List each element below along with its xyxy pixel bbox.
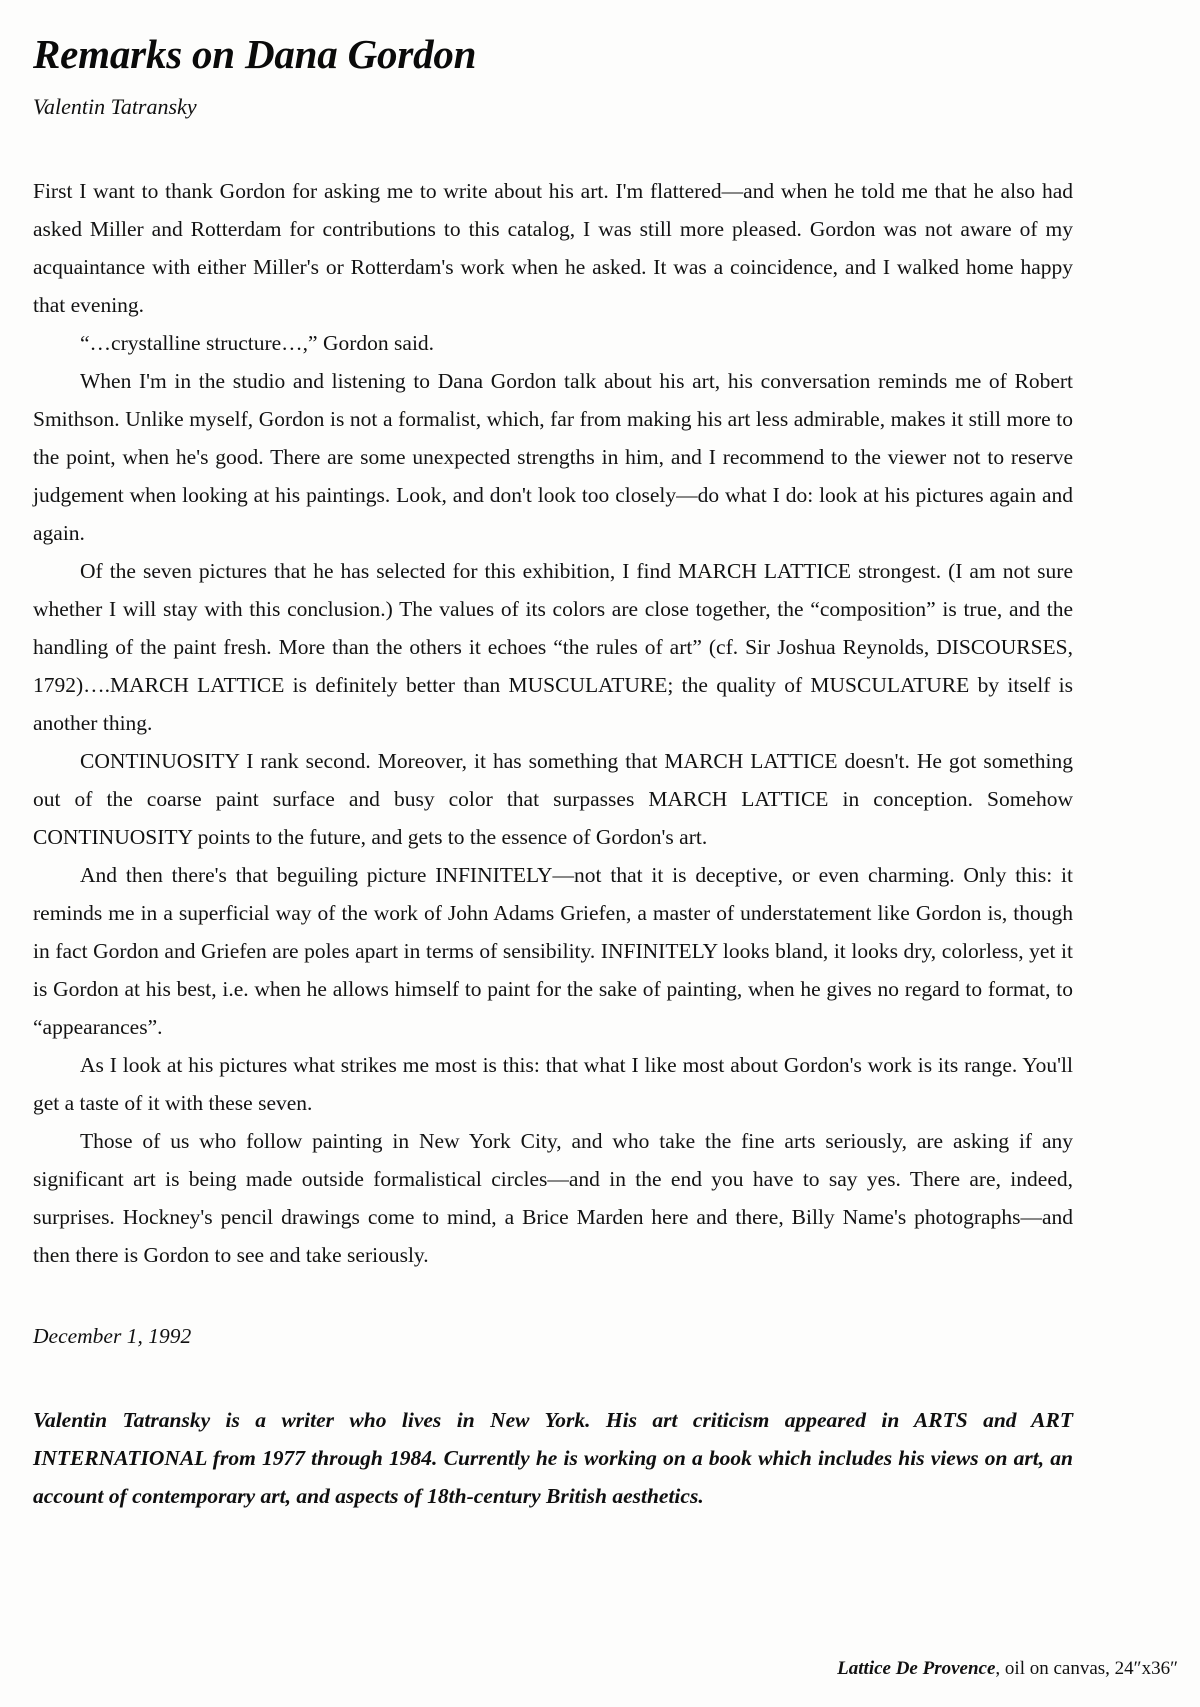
paragraph-infinitely: And then there's that beguiling picture INFINITELY—not that it is deceptive, or even charming. Only this: it reminds me in a superficial way of the work of John Adams Griefen, a master of understatement like Gordon is, though in fact Gordon and Griefen are poles apart in terms of sensibility. INFINITELY looks bland, it looks dry, colorless, yet it is Gordon at his best, i.e. when he allows himself to paint for the sake of painting, when he gives no regard to format, to “appearances”. <box>33 863 1073 1040</box>
author-bio-note: Valentin Tatransky is a writer who lives in New York. His art criticism appeared in ARTS and ART INTERNATIONAL from 1977 through 1984. Currently he is working on a book which includes his views on art, an account of contemporary art, and aspects of 18th-century British aesthetics. <box>33 1408 1073 1509</box>
paragraph-continuosity: CONTINUOSITY I rank second. Moreover, it has something that MARCH LATTICE doesn't. He got something out of the coarse paint surface and busy color that surpasses MARCH LATTICE in conception. Somehow CONTINUOSITY points to the future, and gets to the essence of Gordon's art. <box>33 749 1073 850</box>
paragraph-range: As I look at his pictures what strikes me most is this: that what I like most about Gordon's work is its range. You'll get a taste of it with these seven. <box>33 1053 1073 1116</box>
paragraph-quote: “…crystalline structure…,” Gordon said. <box>80 331 435 356</box>
paragraph-march-lattice: Of the seven pictures that he has selected for this exhibition, I find MARCH LATTICE strongest. (I am not sure whether I will stay with this conclusion.) The values of its colors are close together, the “composition” is true, and the handling of the paint fresh. More than the others it echoes “the rules of art” (cf. Sir Joshua Reynolds, DISCOURSES, 1792)….MARCH LATTICE is definitely better than MUSCULATURE; the quality of MUSCULATURE by itself is another thing. <box>33 559 1073 736</box>
paragraph-intro: First I want to thank Gordon for asking me to write about his art. I'm flattered—and when he told me that he also had asked Miller and Rotterdam for contributions to this catalog, I was still more pleased. Gordon was not aware of my acquaintance with either Miller's or Rotterdam's work when he asked. It was a coincidence, and I walked home happy that evening. <box>33 179 1073 318</box>
author-byline: Valentin Tatransky <box>33 94 197 120</box>
page-title: Remarks on Dana Gordon <box>33 31 477 77</box>
paragraph-smithson: When I'm in the studio and listening to Dana Gordon talk about his art, his conversation reminds me of Robert Smithson. Unlike myself, Gordon is not a formalist, which, far from making his art less admirable, makes it still more to the point, when he's good. There are some unexpected strengths in him, and I recommend to the viewer not to reserve judgement when looking at his paintings. Look, and don't look too closely—do what I do: look at his pictures again and again. <box>33 369 1073 546</box>
artwork-details: , oil on canvas, 24″x36″ <box>995 1658 1178 1679</box>
artwork-caption <box>837 1658 1178 1680</box>
article-body <box>33 120 1073 1274</box>
date-line: December 1, 1992 <box>33 1324 192 1349</box>
document-content <box>33 0 1073 1515</box>
paragraph-new-york: Those of us who follow painting in New York City, and who take the fine arts seriously, are asking if any significant art is being made outside formalistical circles—and in the end you have to say yes. There are, indeed, surprises. Hockney's pencil drawings come to mind, a Brice Marden here and there, Billy Name's photographs—and then there is Gordon to see and take seriously. <box>33 1129 1073 1268</box>
artwork-title: Lattice De Provence <box>837 1658 996 1679</box>
